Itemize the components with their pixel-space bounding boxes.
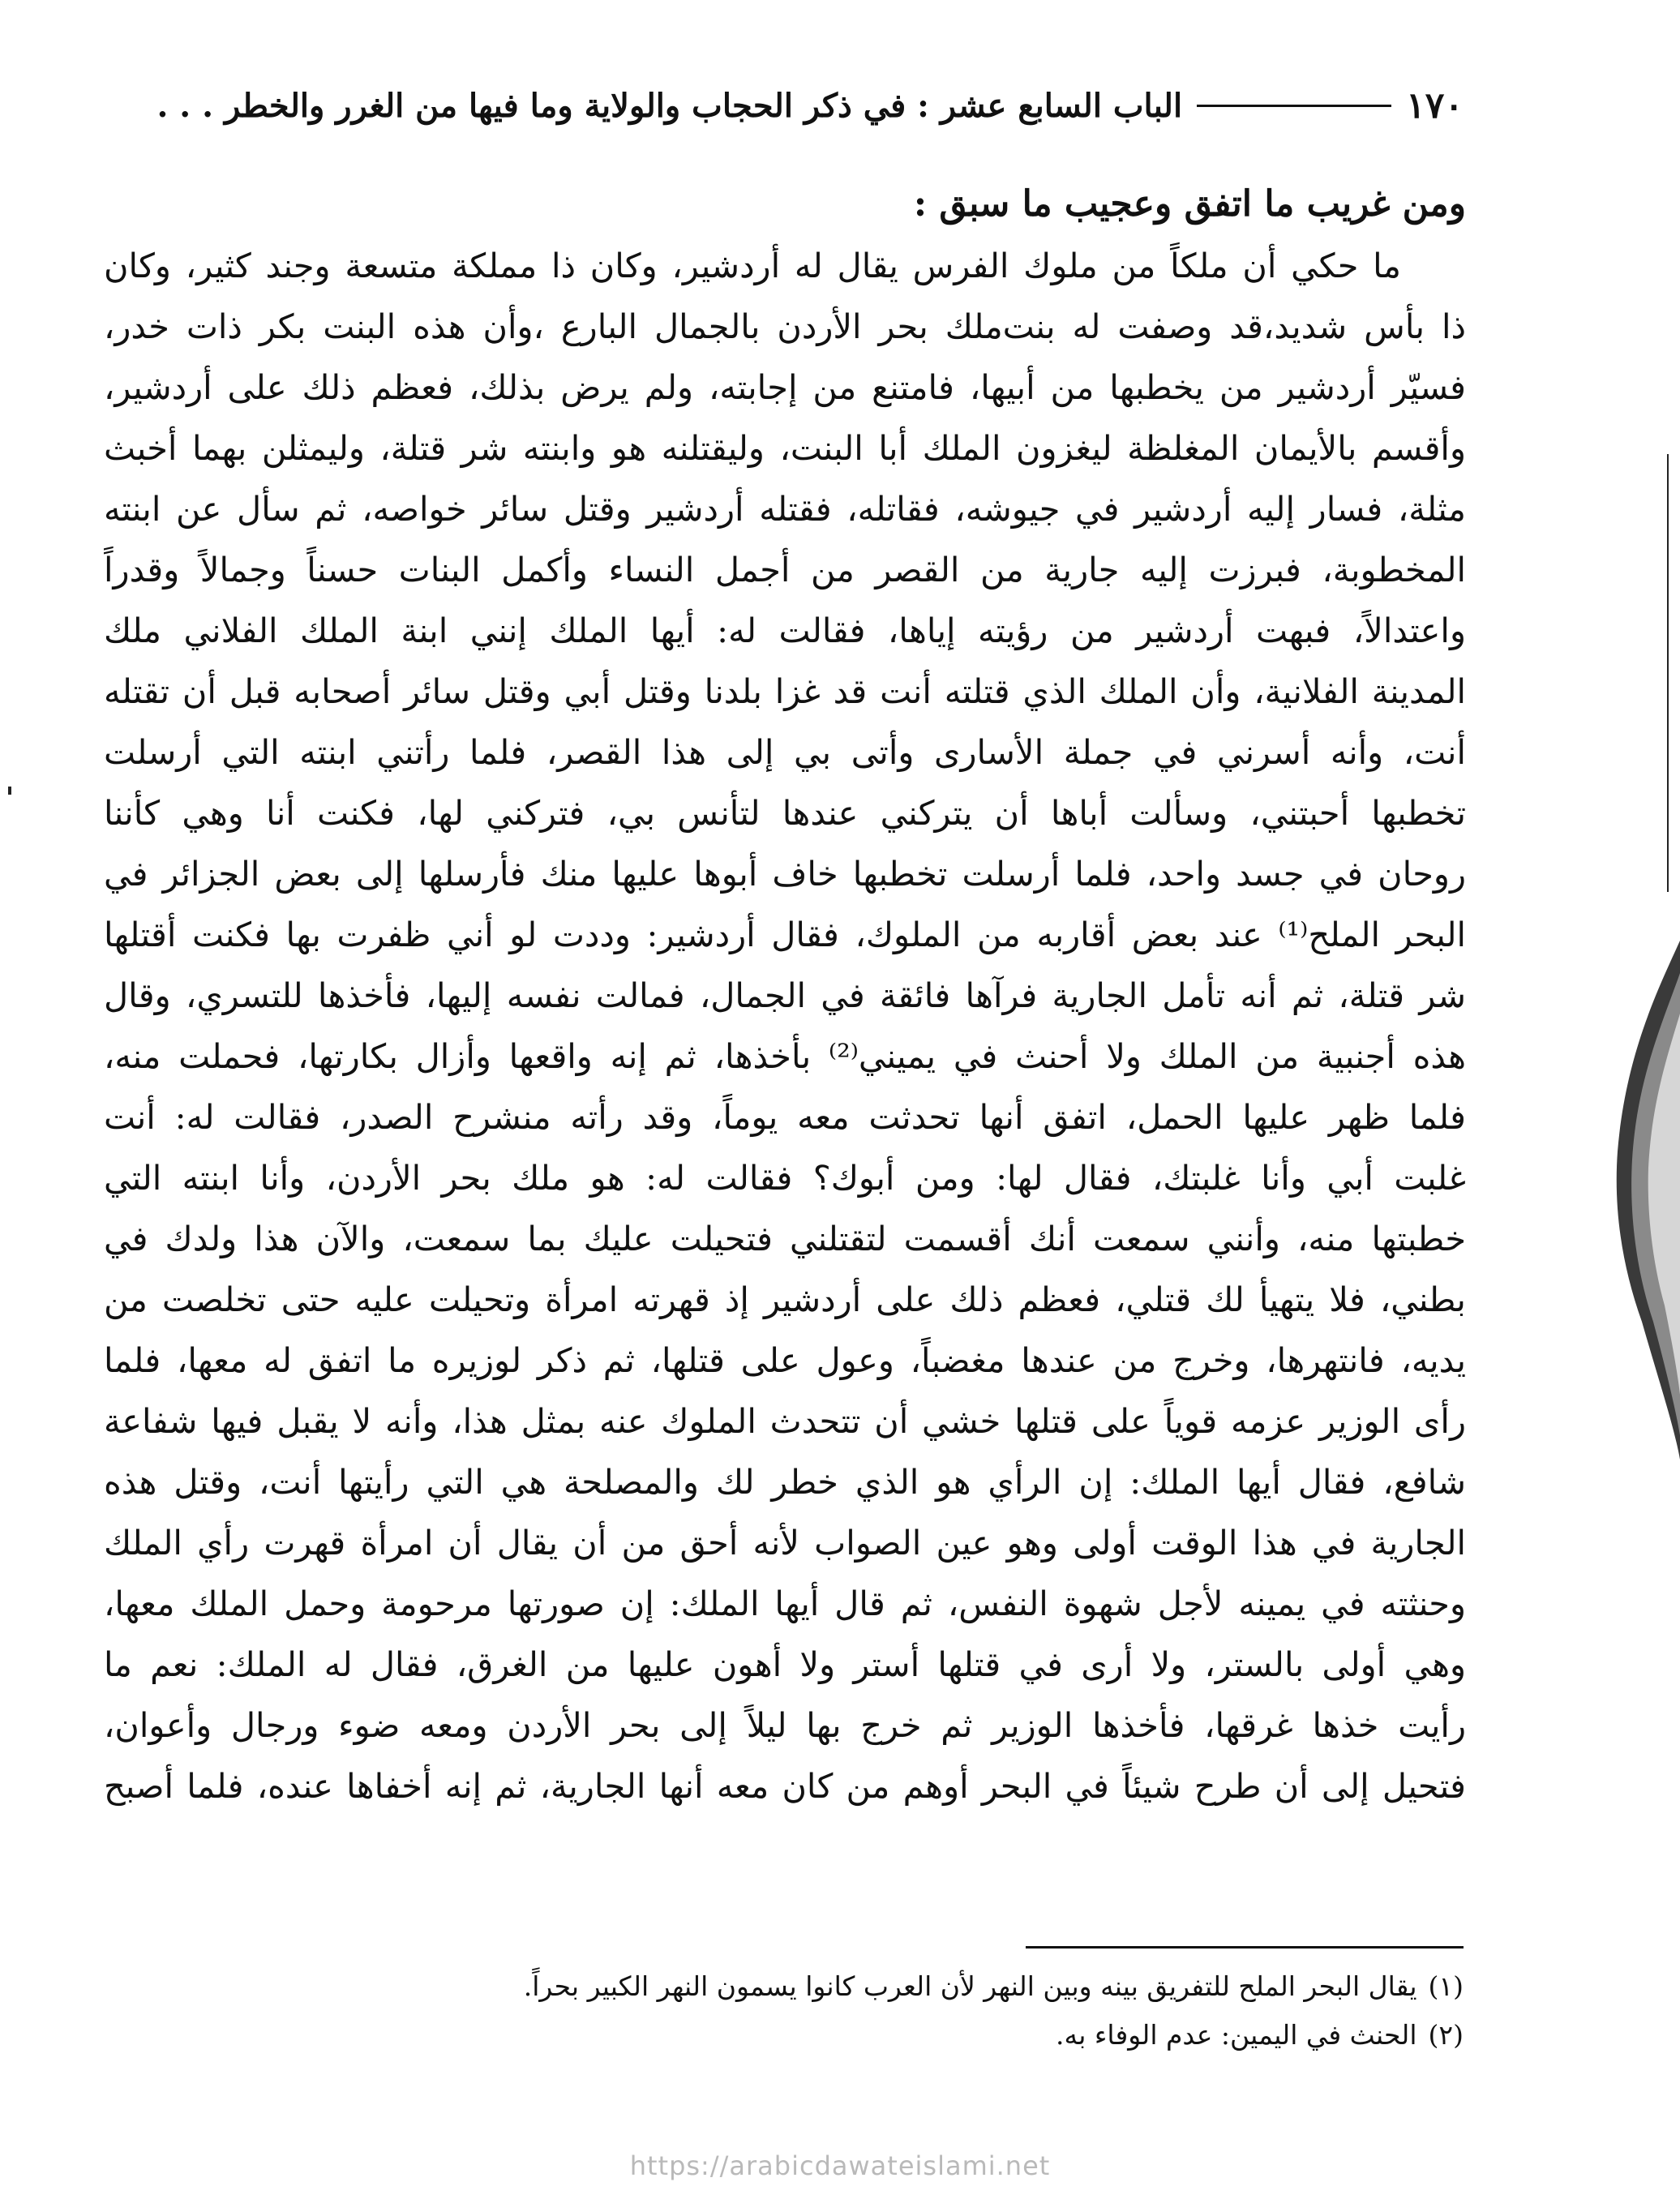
running-header: [114, 81, 1464, 130]
footnote-separator: [1026, 1946, 1464, 1948]
text-line: شر قتلة، ثم أنه تأمل الجارية فرآها فائقة في الجمال، فمالت نفسه إليها، فأخذها للتسري، وقال: [104, 975, 1466, 1015]
text-line: ذا بأس شديد،قد وصفت له بنت‌ملك بحر الأردن بالجمال البارع ،وأن هذه البنت بكر ذات خدر،: [104, 307, 1466, 346]
text-line: ما حكي أن ملكاً من ملوك الفرس يقال له أردشير، وكان ذا مملكة متسعة وجند كثير، وكان: [104, 246, 1401, 285]
text-line: أنت، وأنه أسرني في جملة الأسارى وأتى بي إلى هذا القصر، فلما رأتني ابنته التي أرسلت: [104, 732, 1466, 772]
footnote-text: الحنث في اليمين: عدم الوفاء به.: [1056, 2019, 1417, 2051]
binding-edge-line: [1666, 0, 1669, 892]
watermark-url: https://arabicdawateislami.net: [629, 2150, 1051, 2181]
text-line: المخطوبة، فبرزت إليه جارية من القصر من أجمل النساء وأكمل البنات حسناً وجمالاً وقدراً: [104, 550, 1466, 589]
text-line: شافع، فقال أيها الملك: إن الرأي هو الذي خطر لك والمصلحة هي التي رأيتها أنت، وقتل هذه: [104, 1462, 1466, 1502]
text-line: رأيت خذها غرقها، فأخذها الوزير ثم خرج بها ليلاً إلى بحر الأردن ومعه ضوء ورجال وأعوان،: [104, 1705, 1466, 1745]
text-line: مثلة، فسار إليه أردشير في جيوشه، فقاتله، فقتله أردشير وقتل سائر خواصه، ثم سأل عن ابنته: [104, 489, 1466, 529]
text-line: واعتدالاً، فبهت أردشير من رؤيته إياها، فقالت له: أيها الملك إنني ابنة الملك الفلاني ملك: [104, 611, 1466, 650]
page-number: ١٧٠: [1406, 84, 1464, 126]
footnote-text: يقال البحر الملح للتفريق بينه وبين النهر لأن العرب كانوا يسمون النهر الكبير بحراً.: [523, 1970, 1417, 2002]
text-line: روحان في جسد واحد، فلما أرسلت تخطبها خاف أبوها عليها منك فأرسلها إلى بعض الجزائر في: [104, 854, 1466, 894]
text-line: وهي أولى بالستر، ولا أرى في قتلها أستر ولا أهون عليها من الغرق، فقال له الملك: نعم ما: [104, 1644, 1466, 1684]
header-rule: [1197, 105, 1391, 107]
text-line: وحنثته في يمينه لأجل شهوة النفس، ثم قال أيها الملك: إن صورتها مرحومة وحمل الملك معها،: [104, 1584, 1466, 1623]
section-heading: ومن غريب ما اتفق وعجيب ما سبق :: [913, 183, 1466, 225]
text-line: هذه أجنبية من الملك ولا أحنث في يميني⁽²⁾ بأخذها، ثم إنه واقعها وأزال بكارتها، فحملت منه،: [104, 1036, 1466, 1076]
text-line: تخطبها أحبتني، وسألت أباها أن يتركني عندها لتأنس بي، فتركني لها، فكنت أنا وهي كأننا: [104, 793, 1466, 833]
footnote-1: [114, 1962, 1464, 2011]
footnote-number: (٢): [1428, 2019, 1464, 2051]
scan-dot: [6, 787, 13, 795]
text-line: الجارية في هذا الوقت أولى وهو عين الصواب لأنه أحق من أن يقال أن امرأة قهرت رأي الملك: [104, 1523, 1466, 1563]
text-line: وأقسم بالأيمان المغلظة ليغزون الملك أبا البنت، وليقتلنه هو وابنته شر قتلة، وليمثلن بهما أخبث: [104, 428, 1466, 468]
text-line: المدينة الفلانية، وأن الملك الذي قتلته أنت قد غزا بلدنا وقتل أبي وقتل سائر أصحابه قبل أن تقتله: [104, 671, 1466, 711]
footnotes: [114, 1962, 1464, 2060]
book-spine-shadow: [1609, 941, 1680, 1460]
body-text: [104, 177, 1466, 1816]
text-line: بطني، فلا يتهيأ لك قتلي، فعظم ذلك على أردشير إذ قهرته امرأة وتحيلت عليه حتى تخلصت من: [104, 1280, 1466, 1319]
text-line: يديه، فانتهرها، وخرج من عندها مغضباً، وعول على قتلها، ثم ذكر لوزيره ما اتفق له معها، فلما: [104, 1340, 1466, 1380]
text-line: فتحيل إلى أن طرح شيئاً في البحر أوهم من كان معه أنها الجارية، ثم إنه أخفاها عنده، فلما أصبح: [104, 1766, 1466, 1806]
text-line: فسيّر أردشير من يخطبها من أبيها، فامتنع من إجابته، ولم يرض بذلك، فعظم ذلك على أردشير،: [104, 367, 1466, 407]
text-line: فلما ظهر عليها الحمل، اتفق أنها تحدثت معه يوماً، وقد رأته منشرح الصدر، فقالت له: أنت: [104, 1097, 1466, 1137]
footnote-2: [114, 2011, 1464, 2060]
chapter-title: الباب السابع عشر : في ذكر الحجاب والولاية وما فيها من الغرر والخطر . . .: [156, 86, 1183, 125]
footnote-number: (١): [1428, 1970, 1464, 2002]
text-line: خطبتها منه، وأنني سمعت أنك أقسمت لتقتلني فتحيلت عليك بما سمعت، والآن هذا ولدك في: [104, 1219, 1466, 1258]
text-line: غلبت أبي وأنا غلبتك، فقال لها: ومن أبوك؟ فقالت له: هو ملك بحر الأردن، وأنا ابنته التي: [104, 1158, 1466, 1198]
text-line: رأى الوزير عزمه قوياً على قتلها خشي أن تتحدث الملوك عنه بمثل هذا، وأنه لا يقبل فيها شفاعة: [104, 1401, 1466, 1441]
text-line: البحر الملح⁽¹⁾ عند بعض أقاربه من الملوك، فقال أردشير: وددت لو أني ظفرت بها فكنت أقتلها: [104, 915, 1466, 954]
